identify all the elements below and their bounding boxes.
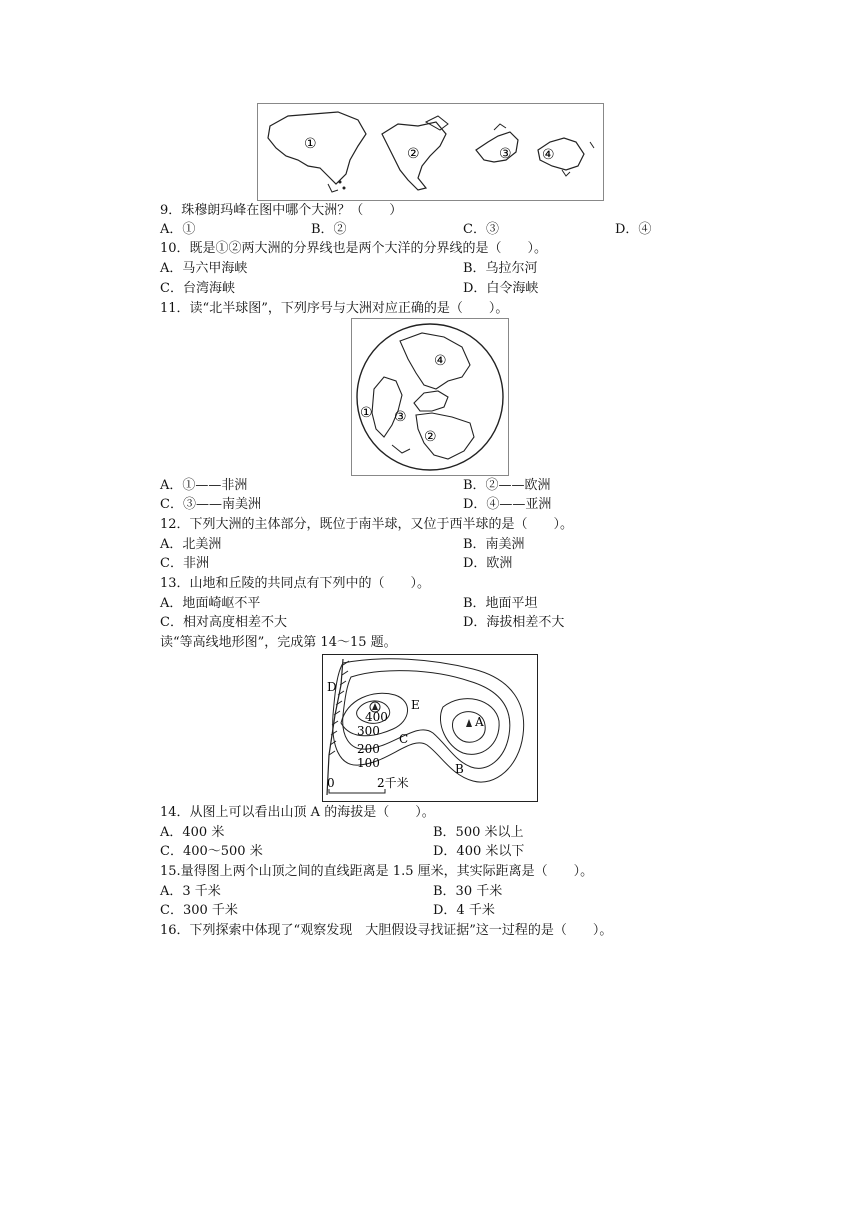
contour-map-figure <box>322 654 538 802</box>
question-13: 13．山地和丘陵的共同点有下列中的（ ）。 <box>160 576 431 591</box>
q13-option-c: C．相对高度相差不大 <box>160 615 287 630</box>
label-2: ② <box>424 429 437 445</box>
scale-zero: 0 <box>327 776 335 790</box>
q9-option-d: D．④ <box>615 222 652 237</box>
q11-option-c: C．③——南美洲 <box>160 497 261 512</box>
northern-hemisphere-figure <box>351 318 509 476</box>
q14-option-d: D．400 米以下 <box>433 844 525 859</box>
label-2: ② <box>407 146 420 162</box>
intro-text: 读“等高线地形图”，完成第 14～15 题。 <box>160 635 397 650</box>
q15-option-a: A．3 千米 <box>160 884 221 899</box>
contour-300: 300 <box>357 724 380 738</box>
question-15: 15.量得图上两个山顶之间的直线距离是 1.5 厘米，其实际距离是（ ）。 <box>160 864 594 879</box>
q11-option-b: B．②——欧洲 <box>463 478 551 493</box>
label-4: ④ <box>434 353 447 369</box>
q14-option-c: C．400～500 米 <box>160 844 263 859</box>
q15-option-c: C．300 千米 <box>160 903 238 918</box>
q13-option-d: D．海拔相差不大 <box>463 615 565 630</box>
label-B: B <box>455 762 464 776</box>
q10-option-c: C．台湾海峡 <box>160 281 235 296</box>
contour-400: 400 <box>365 710 388 724</box>
q12-option-d: D．欧洲 <box>463 556 513 571</box>
question-12: 12．下列大洲的主体部分，既位于南半球，又位于西半球的是（ ）。 <box>160 517 574 532</box>
q15-option-b: B．30 千米 <box>433 884 503 899</box>
q14-option-a: A．400 米 <box>160 825 225 840</box>
question-11: 11．读“北半球图”，下列序号与大洲对应正确的是（ ）。 <box>160 301 509 316</box>
q9-option-b: B．② <box>311 222 347 237</box>
question-10: 10．既是①②两大洲的分界线也是两个大洋的分界线的是（ ）。 <box>160 241 548 256</box>
question-9: 9．珠穆朗玛峰在图中哪个大洲？（ ） <box>160 203 403 218</box>
contour-map <box>323 655 537 801</box>
contour-100: 100 <box>357 756 380 770</box>
label-D: D <box>327 680 337 694</box>
hemisphere-map <box>352 319 508 475</box>
question-16: 16．下列探索中体现了“观察发现 大胆假设寻找证据”这一过程的是（ ）。 <box>160 923 613 938</box>
q10-option-d: D．白令海峡 <box>463 281 539 296</box>
q14-option-b: B．500 米以上 <box>433 825 524 840</box>
label-1: ① <box>360 405 373 421</box>
label-A: A <box>475 715 484 729</box>
question-14: 14．从图上可以看出山顶 A 的海拔是（ ）。 <box>160 805 435 820</box>
q12-option-a: A．北美洲 <box>160 537 222 552</box>
q13-option-a: A．地面崎岖不平 <box>160 596 261 611</box>
label-1: ① <box>304 136 317 152</box>
continents-map <box>258 104 603 200</box>
label-3: ③ <box>394 409 407 425</box>
contour-200: 200 <box>357 742 380 756</box>
q10-option-b: B．乌拉尔河 <box>463 261 538 276</box>
q12-option-c: C．非洲 <box>160 556 209 571</box>
continents-figure <box>257 103 604 201</box>
q9-option-a: A．① <box>160 222 196 237</box>
q15-option-d: D．4 千米 <box>433 903 495 918</box>
q11-option-a: A．①——非洲 <box>160 478 248 493</box>
label-E: E <box>411 698 420 712</box>
q13-option-b: B．地面平坦 <box>463 596 538 611</box>
q12-option-b: B．南美洲 <box>463 537 525 552</box>
q11-option-d: D．④——亚洲 <box>463 497 552 512</box>
q10-option-a: A．马六甲海峡 <box>160 261 248 276</box>
q9-option-c: C．③ <box>463 222 499 237</box>
label-C: C <box>399 732 409 746</box>
label-4: ④ <box>542 147 555 163</box>
label-3: ③ <box>499 146 512 162</box>
scale-2km: 2千米 <box>377 776 409 790</box>
